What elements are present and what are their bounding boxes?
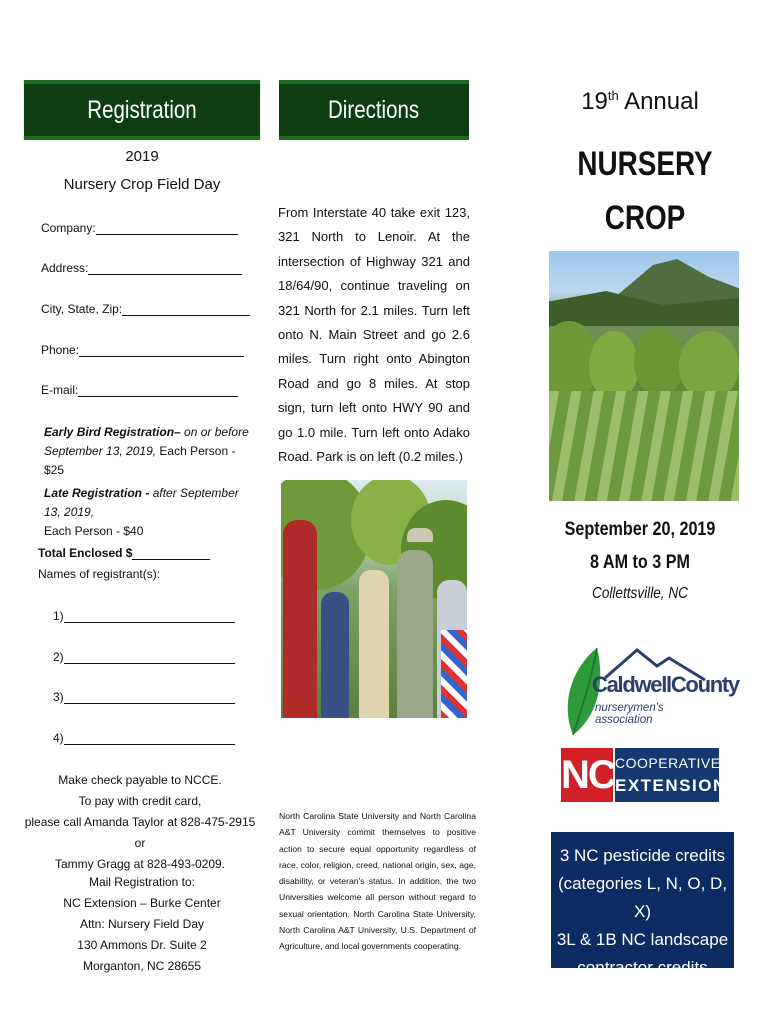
logo-sub-text: nurserymen's association — [595, 702, 664, 726]
registrant-line-4[interactable]: 4) — [53, 731, 235, 745]
registration-banner — [24, 80, 260, 140]
event-location: Collettsville, NC — [592, 585, 688, 602]
email-field[interactable]: E-mail: — [41, 383, 238, 397]
registrant-line-2[interactable]: 2) — [53, 650, 235, 664]
event-title: NURSERY CROP — [577, 145, 713, 237]
nursery-field-photo — [549, 251, 739, 501]
late-registration-text: Late Registration - after September 13, 2019, Each Person - $40 — [44, 486, 239, 538]
nc-mark: NC — [561, 748, 613, 802]
early-bird-text: Early Bird Registration– on or before September 13, 2019, Each Person - $25 — [44, 425, 249, 477]
payment-instructions: Make check payable to NCCE. To pay with credit card, please call Amanda Taylor at 828-475-2915 or Tammy Gragg at 828-493-0209. — [24, 773, 256, 871]
directions-heading: Directions — [328, 96, 420, 124]
event-time: 8 AM to 3 PM — [590, 552, 690, 573]
phone-field[interactable]: Phone: — [41, 343, 244, 357]
company-field[interactable]: Company: — [41, 221, 238, 235]
credits-badge: 3 NC pesticide credits (categories L, N, O, D, X) 3L & 1B NC landscape contractor credits — [551, 832, 734, 968]
disclaimer-text: North Carolina State University and North Carolina A&T University commit themselves to positive action to secure equal opportunity regardless of race, color, religion, creed, national origin, sex, age, disability, or veteran's status. In addition, the two Universities welcome all person without regard to sexual orientation. North Carolina State University, North Carolina A&T University, U.S. Department of Agriculture, and local governments cooperating. — [279, 811, 476, 952]
field-day-photo — [281, 480, 467, 718]
registrant-line-3[interactable]: 3) — [53, 690, 235, 704]
total-enclosed-field[interactable]: Total Enclosed $ — [38, 546, 210, 560]
address-field[interactable]: Address: — [41, 261, 242, 275]
directions-banner — [279, 80, 469, 140]
registration-event: Nursery Crop Field Day — [63, 176, 221, 193]
directions-text: From Interstate 40 take exit 123, 321 North to Lenoir. At the intersection of Highway 321 and 18/64/90, continue traveling on 321 North for 2.1 miles. Turn left onto N. Main Street and go 2.6 miles. Turn right onto Abington Road and go 8 miles. At stop sign, turn left onto HWY 90 and go 1.0 mile. Turn left onto Adako Road. Park is on left (0.2 miles.) — [278, 205, 470, 465]
logo-main-text: CaldwellCounty — [592, 672, 739, 697]
caldwell-county-logo — [565, 640, 739, 740]
mail-address: Mail Registration to: NC Extension – Burke Center Attn: Nursery Field Day 130 Ammons Dr. Suite 2 Morganton, NC 28655 — [63, 875, 221, 973]
annual-label: 19th Annual — [581, 88, 699, 115]
registration-year: 2019 — [125, 148, 159, 165]
nc-cooperative-extension-logo: NC COOPERATIVE EXTENSION — [561, 748, 719, 802]
city-state-zip-field[interactable]: City, State, Zip: — [41, 302, 250, 316]
registration-heading: Registration — [87, 96, 197, 124]
names-label: Names of registrant(s): — [38, 567, 161, 581]
event-date: September 20, 2019 — [564, 519, 716, 540]
registrant-line-1[interactable]: 1) — [53, 609, 235, 623]
